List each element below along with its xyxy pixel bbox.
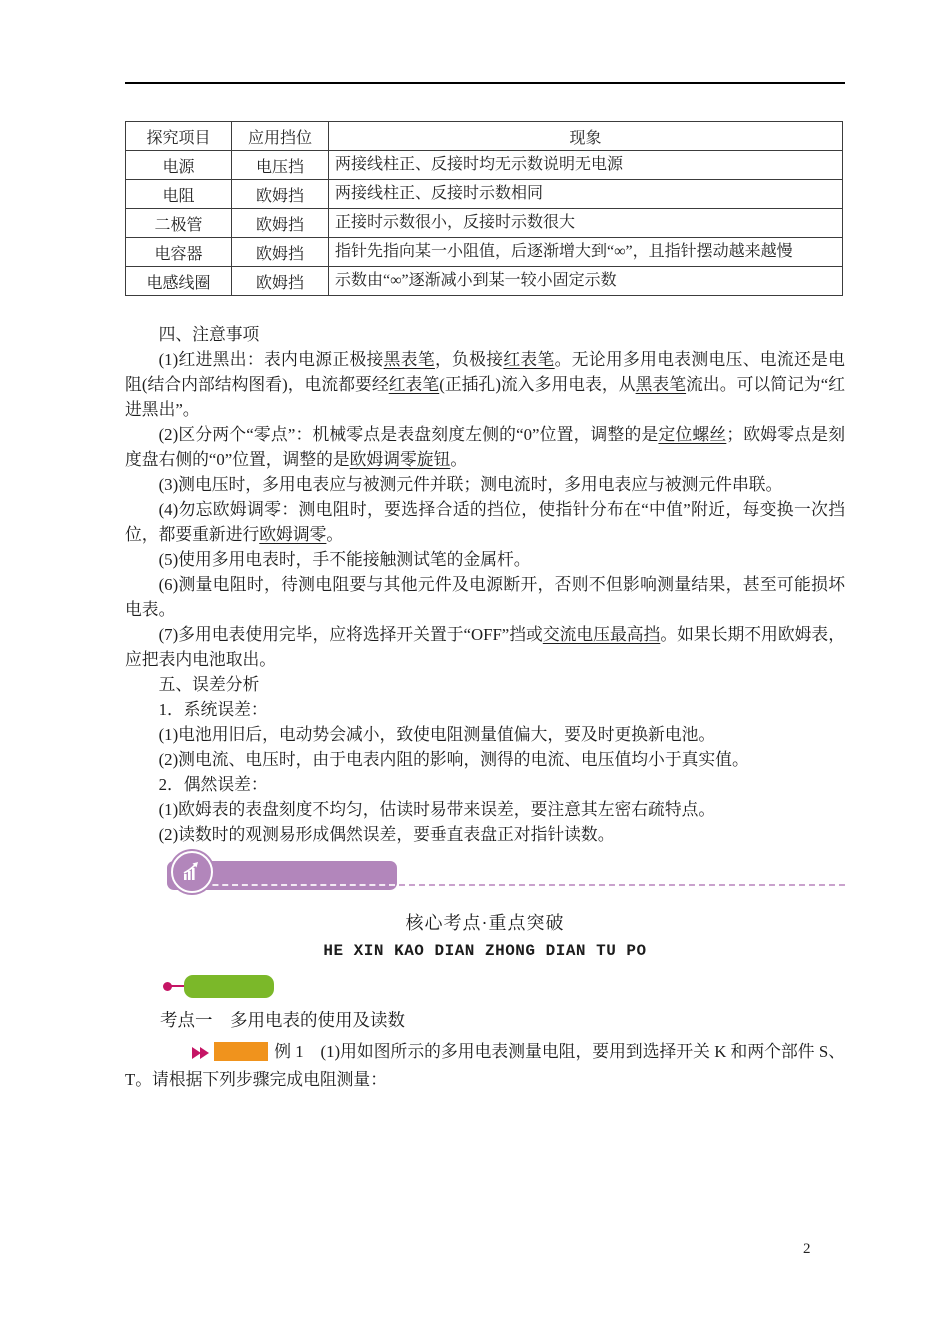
note-6: (6)测量电阻时，待测电阻要与其他元件及电源断开，否则不但影响测量结果，甚至可能损坏电表。 (125, 575, 845, 619)
underlined-term: 定位螺丝 (658, 425, 727, 444)
note-1: (1)红进黑出：表内电源正极接黑表笔，负极接红表笔。无论用多用电表测电压、电流还是电阻(结合内部结构图看)，电流都要经红表笔(正插孔)流入多用电表，从黑表笔流出。可以简记为“红进黑出”。 (125, 350, 845, 419)
bar-chart-arrow-glyph (179, 859, 205, 885)
note-4: (4)勿忘欧姆调零：测电阻时，要选择合适的挡位，使指针分布在“中值”附近，每变换一次挡位，都要重新进行欧姆调零。 (125, 500, 845, 544)
banner-dashed-line-white (183, 884, 395, 886)
pill-connector-line (171, 985, 184, 988)
section-five-title: 五、误差分析 (158, 675, 260, 694)
cell-phenomenon: 指针先指向某一小阻值，后逐渐增大到“∞”，且指针摆动越来越慢 (329, 238, 843, 267)
table-row (126, 238, 843, 267)
cell-phenomenon: 两接线柱正、反接时均无示数说明无电源 (329, 151, 843, 180)
page-number: 2 (803, 1241, 811, 1257)
cell-item: 电源 (126, 151, 232, 180)
underlined-term: 红表笔 (388, 375, 440, 394)
cell-phenomenon: 示数由“∞”逐渐减小到某一较小固定示数 (329, 267, 843, 296)
cell-gear: 电压挡 (232, 151, 329, 180)
example-marker-box (214, 1042, 268, 1061)
random-error-1: (1)欧姆表的表盘刻度不均匀，估读时易带来误差，要注意其左密右疏特点。 (158, 800, 716, 819)
table-row (126, 151, 843, 180)
underlined-term: 欧姆调零旋钮 (349, 450, 451, 469)
cell-gear: 欧姆挡 (232, 180, 329, 209)
core-section-title: 核心考点·重点突破 (405, 913, 565, 933)
table-row (126, 209, 843, 238)
cell-item: 二极管 (126, 209, 232, 238)
double-arrow-icon (159, 1041, 210, 1067)
col-header-gear: 应用挡位 (232, 122, 329, 151)
body-text (125, 322, 845, 847)
underlined-term: 交流电压最高挡 (542, 625, 661, 644)
topic-one-heading: 考点一 多用电表的使用及读数 (160, 1010, 405, 1030)
table-header-row (126, 122, 843, 151)
section-four-title: 四、注意事项 (158, 325, 260, 344)
systematic-error-title: 1．系统误差： (158, 700, 268, 719)
section-banner (125, 849, 845, 897)
note-3: (3)测电压时，多用电表应与被测元件并联；测电流时，多用电表应与被测元件串联。 (158, 475, 783, 494)
example-text: (1)用如图所示的多用电表测量电阻，要用到选择开关 K 和两个部件 S、T。请根据下列步骤完成电阻测量： (125, 1042, 845, 1089)
example-1 (125, 1039, 845, 1093)
table-row (126, 267, 843, 296)
systematic-error-1: (1)电池用旧后，电动势会减小，致使电阻测量值偏大，要及时更换新电池。 (158, 725, 716, 744)
banner-dashed-line (399, 884, 845, 886)
col-header-phenomenon: 现象 (329, 122, 843, 151)
cell-phenomenon: 正接时示数很小，反接时示数很大 (329, 209, 843, 238)
chart-growth-icon (169, 849, 215, 895)
underlined-term: 红表笔 (503, 350, 555, 369)
underlined-term: 黑表笔 (383, 350, 435, 369)
core-section-pinyin: HE XIN KAO DIAN ZHONG DIAN TU PO (323, 942, 647, 960)
underlined-term: 黑表笔 (635, 375, 687, 394)
topic-pill (184, 975, 274, 998)
random-error-title: 2．偶然误差： (158, 775, 268, 794)
chart-growth-icon-ring (171, 851, 213, 893)
header-rule (125, 82, 845, 84)
note-5: (5)使用多用电表时，手不能接触测试笔的金属杆。 (158, 550, 531, 569)
topic-pill-row (125, 974, 845, 998)
underlined-term: 欧姆调零 (259, 525, 327, 544)
example-label: 例 1 (274, 1042, 304, 1061)
cell-gear: 欧姆挡 (232, 209, 329, 238)
col-header-item: 探究项目 (126, 122, 232, 151)
cell-gear: 欧姆挡 (232, 267, 329, 296)
random-error-2: (2)读数时的观测易形成偶然误差，要垂直表盘正对指针读数。 (158, 825, 615, 844)
cell-phenomenon: 两接线柱正、反接时示数相同 (329, 180, 843, 209)
cell-item: 电感线圈 (126, 267, 232, 296)
note-2: (2)区分两个“零点”：机械零点是表盘刻度左侧的“0”位置，调整的是定位螺丝；欧姆零点是刻度盘右侧的“0”位置，调整的是欧姆调零旋钮。 (125, 425, 845, 469)
cell-gear: 欧姆挡 (232, 238, 329, 267)
page-content (125, 121, 845, 1093)
cell-item: 电容器 (126, 238, 232, 267)
table-row (126, 180, 843, 209)
systematic-error-2: (2)测电流、电压时，由于电表内阻的影响，测得的电流、电压值均小于真实值。 (158, 750, 749, 769)
cell-item: 电阻 (126, 180, 232, 209)
note-7: (7)多用电表使用完毕，应将选择开关置于“OFF”挡或交流电压最高挡。如果长期不用欧姆表，应把表内电池取出。 (125, 625, 845, 669)
exploration-table (125, 121, 843, 296)
